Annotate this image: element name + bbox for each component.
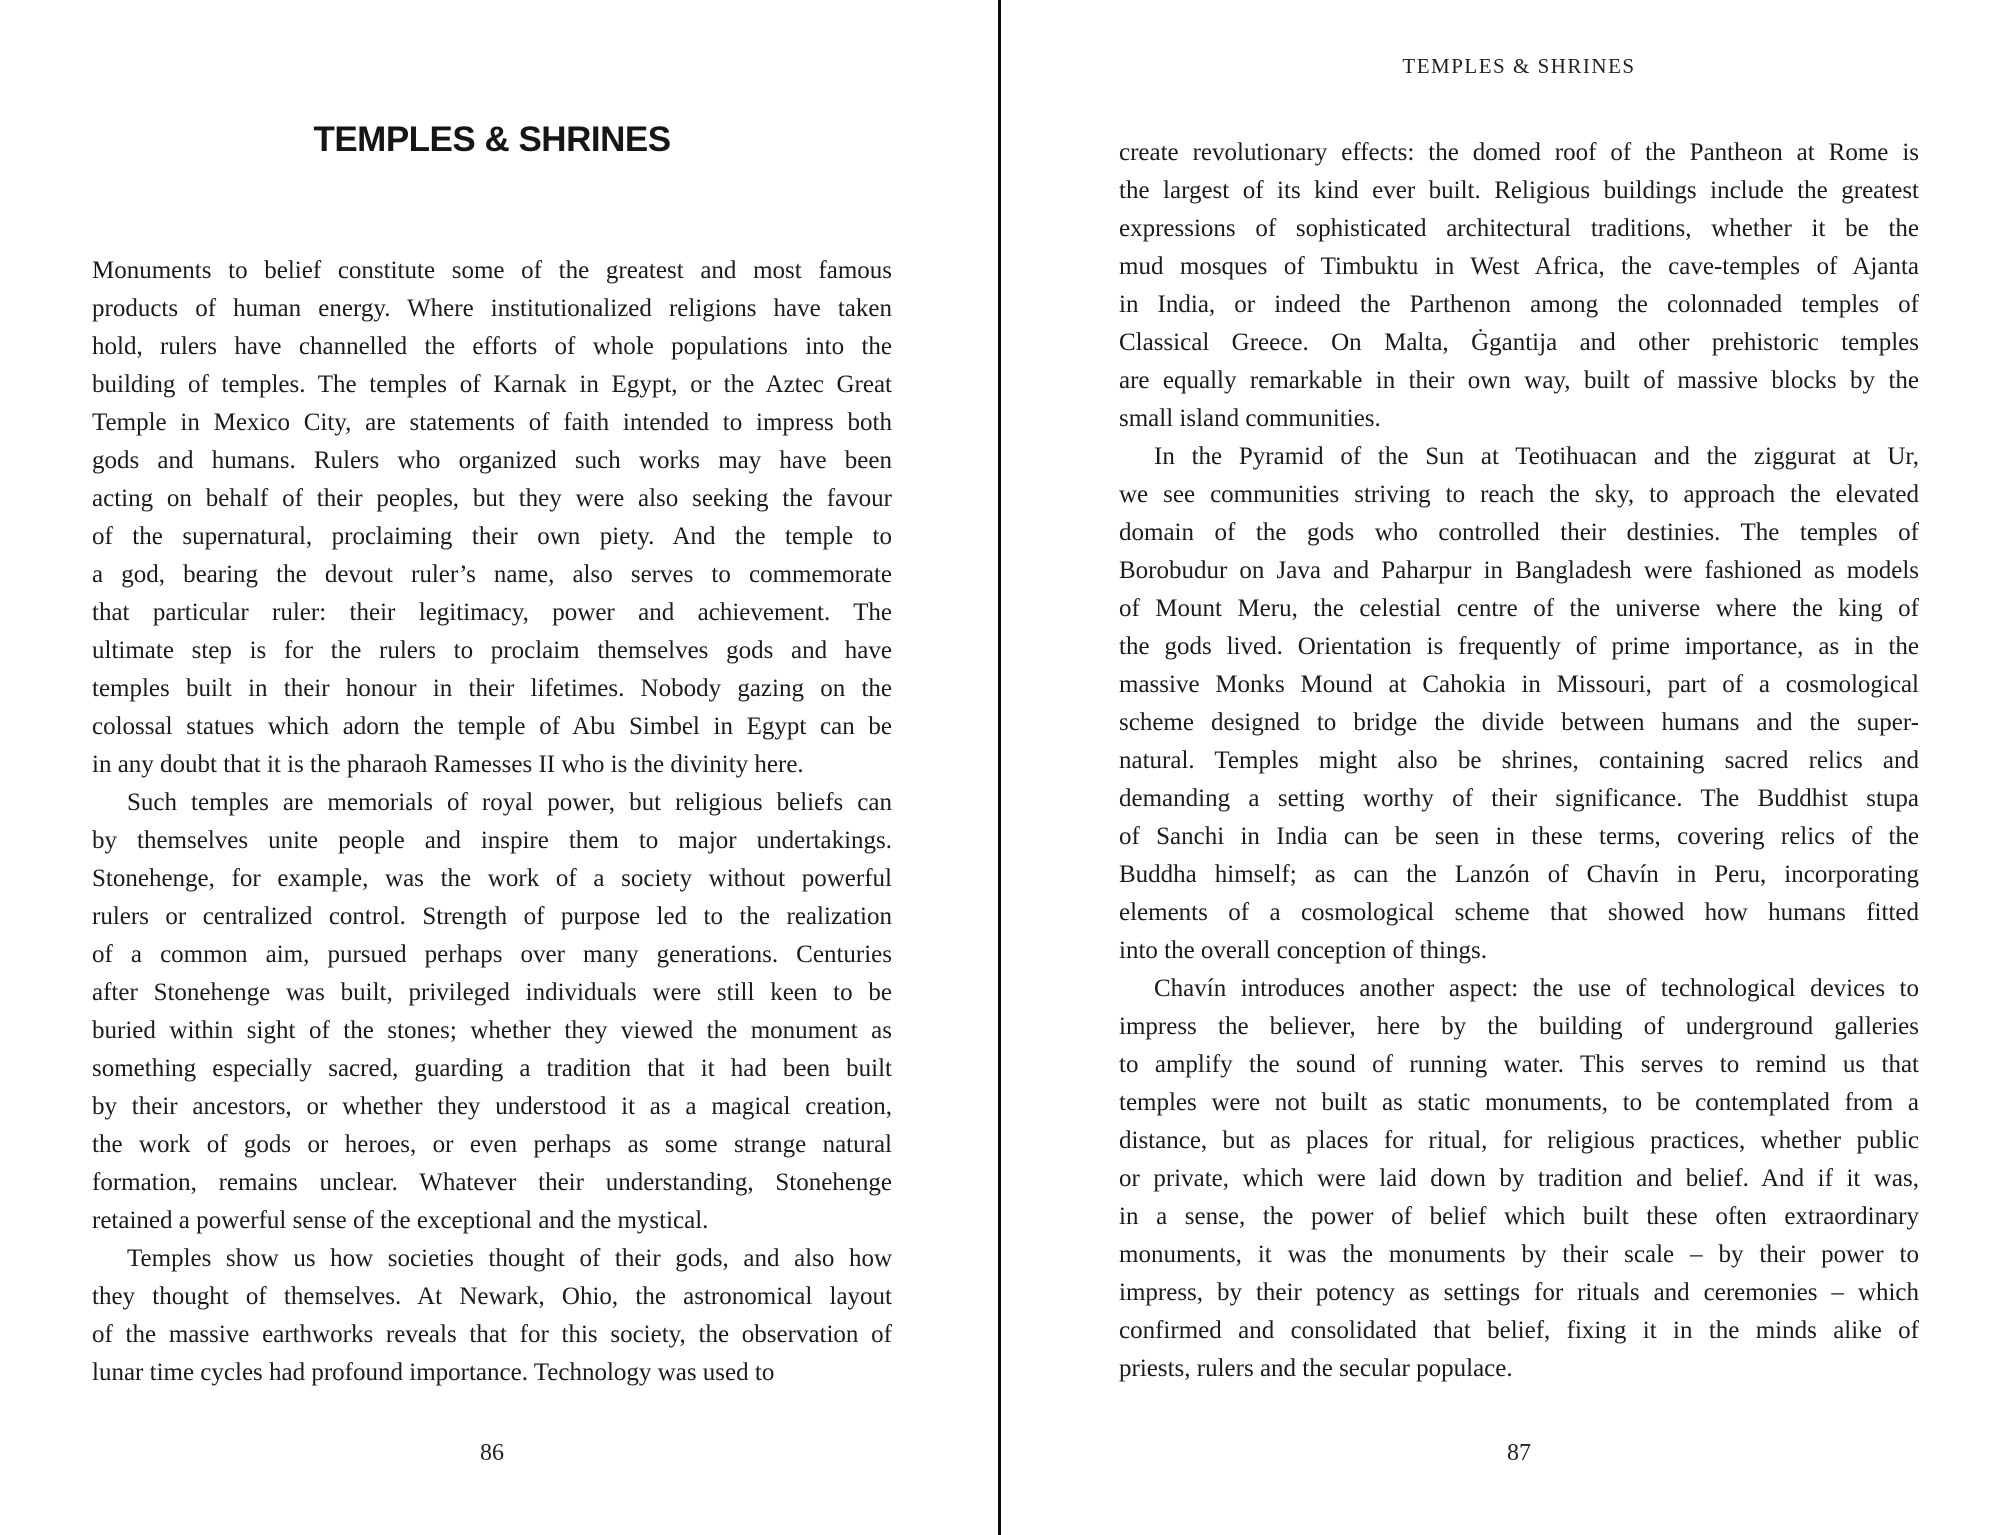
text-line: in any doubt that it is the pharaoh Ramesses II who is the divinity here. [92,751,804,778]
text-line: of Sanchi in India can be seen in these terms, covering relics of the [1119,823,1919,850]
text-line: retained a powerful sense of the exceptional and the mystical. [92,1207,709,1234]
text-line: monuments, it was the monuments by their scale – by their power to [1119,1241,1919,1268]
text-line: natural. Temples might also be shrines, containing sacred relics and [1119,747,1919,774]
text-line: confirmed and consolidated that belief, fixing it in the minds alike of [1119,1317,1919,1344]
text-line: a god, bearing the devout ruler’s name, also serves to commemorate [92,561,892,588]
text-line: small island communities. [1119,405,1381,432]
paragraph [1119,438,1919,970]
text-line: demanding a setting worthy of their significance. The Buddhist stupa [1119,785,1919,812]
text-line: ultimate step is for the rulers to proclaim themselves gods and have [92,637,892,664]
text-line: gods and humans. Rulers who organized such works may have been [92,447,892,474]
text-line: rulers or centralized control. Strength of purpose led to the realization [92,903,892,930]
text-line: expressions of sophisticated architectural traditions, whether it be the [1119,215,1919,242]
text-line: they thought of themselves. At Newark, Ohio, the astronomical layout [92,1283,892,1310]
text-line: create revolutionary effects: the domed roof of the Pantheon at Rome is [1119,139,1919,166]
text-line: Borobudur on Java and Paharpur in Bangladesh were fashioned as models [1119,557,1919,584]
left-page-body [92,252,892,1392]
text-line: In the Pyramid of the Sun at Teotihuacan and the ziggurat at Ur, [1154,443,1919,470]
text-line: impress, by their potency as settings for rituals and ceremonies – which [1119,1279,1919,1306]
text-line: building of temples. The temples of Karnak in Egypt, or the Aztec Great [92,371,892,398]
paragraph [92,1240,892,1392]
text-line: Chavín introduces another aspect: the use of technological devices to [1154,975,1919,1002]
text-line: acting on behalf of their peoples, but they were also seeking the favour [92,485,892,512]
paragraph [92,252,892,784]
right-page-number: 87 [1507,1440,1531,1466]
text-line: to amplify the sound of running water. This serves to remind us that [1119,1051,1919,1078]
text-line: something especially sacred, guarding a tradition that it had been built [92,1055,892,1082]
text-line: of the massive earthworks reveals that for this society, the observation of [92,1321,892,1348]
text-line: the largest of its kind ever built. Religious buildings include the greatest [1119,177,1919,204]
text-line: by themselves unite people and inspire them to major undertakings. [92,827,892,854]
text-line: the work of gods or heroes, or even perhaps as some strange natural [92,1131,892,1158]
text-line: products of human energy. Where institutionalized religions have taken [92,295,892,322]
text-line: the gods lived. Orientation is frequently of prime importance, as in the [1119,633,1919,660]
text-line: Buddha himself; as can the Lanzón of Chavín in Peru, incorporating [1119,861,1919,888]
text-line: of Mount Meru, the celestial centre of the universe where the king of [1119,595,1919,622]
text-line: into the overall conception of things. [1119,937,1487,964]
text-line: in India, or indeed the Parthenon among the colonnaded temples of [1119,291,1919,318]
paragraph [1119,970,1919,1388]
page-divider [998,0,1001,1535]
chapter-title: TEMPLES & SHRINES [313,120,671,159]
text-line: lunar time cycles had profound importance. Technology was used to [92,1359,775,1386]
text-line: Such temples are memorials of royal power, but religious beliefs can [127,789,892,816]
text-line: buried within sight of the stones; whether they viewed the monument as [92,1017,892,1044]
text-line: priests, rulers and the secular populace. [1119,1355,1513,1382]
text-line: Classical Greece. On Malta, Ġgantija and other prehistoric temples [1119,329,1919,356]
text-line: colossal statues which adorn the temple of Abu Simbel in Egypt can be [92,713,892,740]
text-line: or private, which were laid down by tradition and belief. And if it was, [1119,1165,1919,1192]
text-line: temples built in their honour in their lifetimes. Nobody gazing on the [92,675,892,702]
text-line: impress the believer, here by the building of underground galleries [1119,1013,1919,1040]
text-line: in a sense, the power of belief which built these often extraordinary [1119,1203,1919,1230]
text-line: Temples show us how societies thought of their gods, and also how [127,1245,892,1272]
text-line: that particular ruler: their legitimacy, power and achievement. The [92,599,892,626]
text-line: after Stonehenge was built, privileged individuals were still keen to be [92,979,892,1006]
right-page-body [1119,134,1919,1388]
text-line: formation, remains unclear. Whatever their understanding, Stonehenge [92,1169,892,1196]
running-header: TEMPLES & SHRINES [1402,54,1636,78]
text-line: Temple in Mexico City, are statements of faith intended to impress both [92,409,892,436]
paragraph [1119,134,1919,438]
text-line: by their ancestors, or whether they understood it as a magical creation, [92,1093,892,1120]
page-right [1119,0,1919,1535]
text-line: Monuments to belief constitute some of the greatest and most famous [92,257,892,284]
text-line: domain of the gods who controlled their destinies. The temples of [1119,519,1919,546]
paragraph [92,784,892,1240]
text-line: Stonehenge, for example, was the work of a society without powerful [92,865,892,892]
text-line: massive Monks Mound at Cahokia in Missouri, part of a cosmological [1119,671,1919,698]
text-line: of a common aim, pursued perhaps over many generations. Centuries [92,941,892,968]
text-line: elements of a cosmological scheme that showed how humans fitted [1119,899,1919,926]
text-line: distance, but as places for ritual, for religious practices, whether public [1119,1127,1919,1154]
page-left [92,0,892,1535]
text-line: we see communities striving to reach the sky, to approach the elevated [1119,481,1919,508]
text-line: are equally remarkable in their own way, built of massive blocks by the [1119,367,1919,394]
text-line: temples were not built as static monuments, to be contemplated from a [1119,1089,1919,1116]
text-line: mud mosques of Timbuktu in West Africa, the cave-temples of Ajanta [1119,253,1919,280]
left-page-number: 86 [480,1440,504,1466]
text-line: hold, rulers have channelled the efforts of whole populations into the [92,333,892,360]
text-line: of the supernatural, proclaiming their own piety. And the temple to [92,523,892,550]
text-line: scheme designed to bridge the divide between humans and the super- [1119,709,1919,736]
